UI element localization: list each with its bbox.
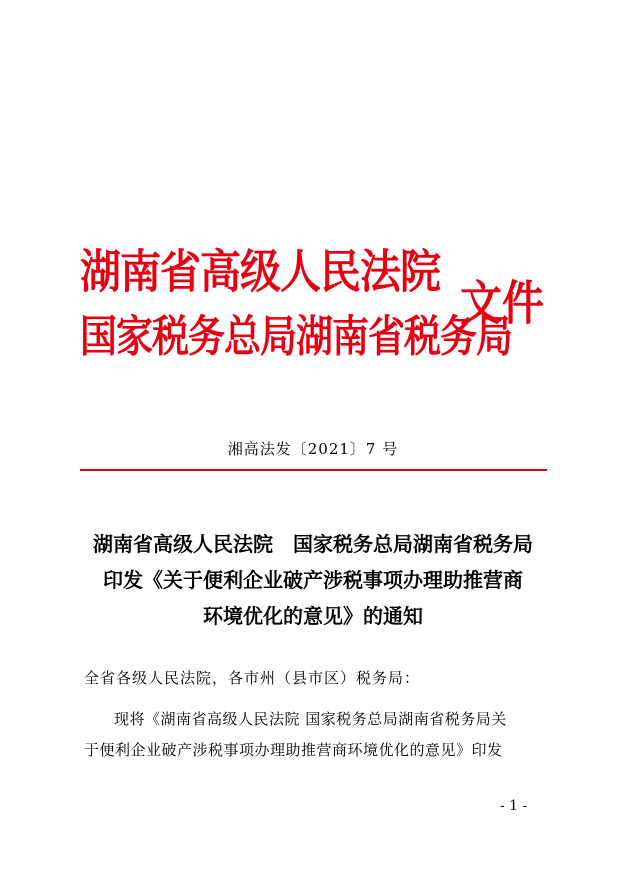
title-line-3: 环境优化的意见》的通知: [203, 604, 423, 628]
red-divider-rule: [80, 469, 547, 471]
document-number: 湘高法发〔2021〕7 号: [227, 440, 399, 458]
body-line-2: 于便利企业破产涉税事项办理助推营商环境优化的意见》印发: [84, 741, 503, 759]
header-suffix: 文件: [460, 275, 545, 331]
page-number: - 1 -: [500, 798, 528, 814]
salutation: 全省各级人民法院，各市州（县市区）税务局：: [84, 669, 421, 687]
title-line-2: 印发《关于便利企业破产涉税事项办理助推营商: [103, 568, 523, 592]
document-header: [80, 225, 550, 370]
document-title: [60, 526, 566, 634]
issuer-line-1: 湖南省高级人民法院: [80, 245, 440, 299]
body-line-1: 现将《湖南省高级人民法院 国家税务总局湖南省税务局关: [114, 710, 507, 728]
body-paragraph: [84, 704, 544, 766]
title-line-1: 湖南省高级人民法院 国家税务总局湖南省税务局: [93, 532, 533, 556]
issuer-line-2: 国家税务总局湖南省税务局: [80, 311, 512, 363]
